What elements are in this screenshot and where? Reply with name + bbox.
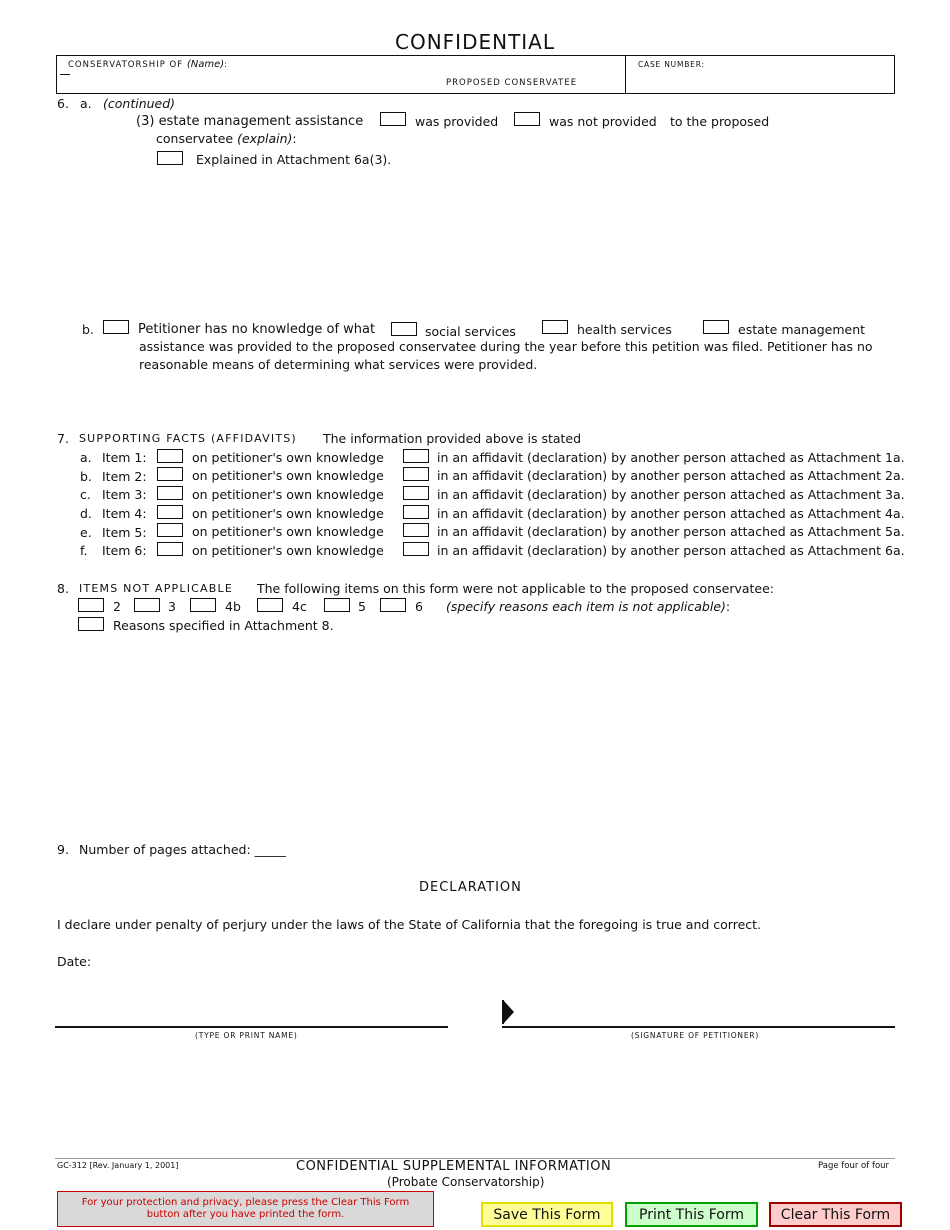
print-button[interactable]: Print This Form: [625, 1202, 758, 1227]
not-applicable-4b-checkbox[interactable]: [190, 598, 216, 612]
signature-line: [502, 1026, 895, 1028]
not-applicable-6-label: 6: [415, 599, 423, 614]
not-applicable-5-checkbox[interactable]: [324, 598, 350, 612]
privacy-line1: For your protection and privacy, please press the Clear This Form: [81, 1197, 410, 1208]
save-button[interactable]: Save This Form: [481, 1202, 613, 1227]
pages-attached-input[interactable]: [250, 840, 290, 856]
item7-row: [0, 486, 950, 504]
item6b-line2: assistance was provided to the proposed conservatee during the year before this petition was filed. Petitioner has no: [139, 339, 873, 354]
row-item: Item 5:: [102, 525, 147, 540]
signature-input[interactable]: [520, 1000, 892, 1026]
item7-heading: SUPPORTING FACTS (AFFIDAVITS): [79, 432, 297, 445]
row-item: Item 3:: [102, 487, 147, 502]
privacy-notice: [57, 1191, 434, 1227]
clear-button[interactable]: Clear This Form: [769, 1202, 902, 1227]
affidavit-checkbox[interactable]: [403, 542, 429, 556]
signature-caption: (SIGNATURE OF PETITIONER): [631, 1031, 760, 1040]
declaration-text: I declare under penalty of perjury under the laws of the State of California that the foregoing is true and correct.: [57, 917, 762, 932]
item7-row: [0, 523, 950, 541]
form-id: GC-312 [Rev. January 1, 2001]: [57, 1161, 179, 1170]
affidavit-label: in an affidavit (declaration) by another person attached as Attachment 6a.: [437, 543, 905, 558]
name-field-mark: [60, 74, 70, 75]
footer-title: CONFIDENTIAL SUPPLEMENTAL INFORMATION: [296, 1159, 612, 1174]
date-input[interactable]: [95, 952, 295, 968]
own-knowledge-label: on petitioner's own knowledge: [192, 524, 384, 539]
row-letter: f.: [80, 543, 88, 558]
item7-row: [0, 449, 950, 467]
not-applicable-4c-label: 4c: [292, 599, 307, 614]
own-knowledge-checkbox[interactable]: [157, 523, 183, 537]
item7-row: [0, 505, 950, 523]
own-knowledge-label: on petitioner's own knowledge: [192, 450, 384, 465]
affidavit-label: in an affidavit (declaration) by another person attached as Attachment 1a.: [437, 450, 905, 465]
own-knowledge-label: on petitioner's own knowledge: [192, 506, 384, 521]
item6a3-label: (3) estate management assistance: [136, 114, 364, 129]
not-applicable-6-checkbox[interactable]: [380, 598, 406, 612]
conservatee-explain-label: conservatee (explain):: [156, 131, 297, 146]
not-applicable-5-label: 5: [358, 599, 366, 614]
attachment-6a3-checkbox[interactable]: [157, 151, 183, 165]
not-applicable-3-label: 3: [168, 599, 176, 614]
own-knowledge-checkbox[interactable]: [157, 486, 183, 500]
signature-arrow-icon: [504, 1001, 514, 1023]
social-services-checkbox[interactable]: [391, 322, 417, 336]
social-services-label: social services: [425, 324, 516, 339]
attachment-8-label: Reasons specified in Attachment 8.: [113, 618, 334, 633]
own-knowledge-checkbox[interactable]: [157, 467, 183, 481]
conservatorship-label: CONSERVATORSHIP OF (Name):: [68, 59, 228, 70]
confidential-heading: CONFIDENTIAL: [395, 30, 556, 54]
affidavit-checkbox[interactable]: [403, 523, 429, 537]
item8-intro: The following items on this form were not applicable to the proposed conservatee:: [257, 581, 775, 596]
page-number: Page four of four: [818, 1161, 890, 1171]
not-applicable-4c-checkbox[interactable]: [257, 598, 283, 612]
to-proposed-label: to the proposed: [670, 114, 770, 129]
item7-row: [0, 542, 950, 560]
item7-intro: The information provided above is stated: [323, 431, 582, 446]
reasons-textarea[interactable]: [78, 638, 888, 828]
specify-reasons-label: (specify reasons each item is not applicable):: [446, 599, 731, 614]
item6a-label: a.: [80, 96, 92, 111]
explain-6a3-textarea[interactable]: [136, 172, 886, 312]
item7-row: [0, 467, 950, 485]
own-knowledge-checkbox[interactable]: [157, 542, 183, 556]
proposed-conservatee-label: PROPOSED CONSERVATEE: [446, 78, 578, 88]
affidavit-checkbox[interactable]: [403, 449, 429, 463]
item9-number: 9.: [57, 842, 69, 857]
affidavit-checkbox[interactable]: [403, 505, 429, 519]
caption-divider: [625, 55, 626, 94]
row-item: Item 6:: [102, 543, 147, 558]
case-number-label: CASE NUMBER:: [638, 60, 705, 69]
pages-attached-label: Number of pages attached: _____: [79, 842, 286, 857]
own-knowledge-label: on petitioner's own knowledge: [192, 487, 384, 502]
row-letter: c.: [80, 487, 91, 502]
not-applicable-3-checkbox[interactable]: [134, 598, 160, 612]
footer-subtitle: (Probate Conservatorship): [387, 1175, 545, 1189]
was-not-provided-label: was not provided: [549, 114, 657, 129]
declaration-title: DECLARATION: [419, 880, 522, 895]
attachment-8-checkbox[interactable]: [78, 617, 104, 631]
no-knowledge-label: Petitioner has no knowledge of what: [138, 322, 376, 337]
health-services-checkbox[interactable]: [542, 320, 568, 334]
no-knowledge-checkbox[interactable]: [103, 320, 129, 334]
row-item: Item 4:: [102, 506, 147, 521]
row-letter: d.: [80, 506, 92, 521]
affidavit-label: in an affidavit (declaration) by another person attached as Attachment 4a.: [437, 506, 905, 521]
conservatee-name-input[interactable]: [70, 70, 440, 84]
own-knowledge-label: on petitioner's own knowledge: [192, 468, 384, 483]
date-label: Date:: [57, 954, 92, 969]
not-applicable-2-label: 2: [113, 599, 121, 614]
item6-number: 6.: [57, 96, 69, 111]
row-item: Item 2:: [102, 469, 147, 484]
item8-heading: ITEMS NOT APPLICABLE: [79, 582, 233, 595]
own-knowledge-checkbox[interactable]: [157, 449, 183, 463]
own-knowledge-checkbox[interactable]: [157, 505, 183, 519]
not-applicable-4b-label: 4b: [225, 599, 241, 614]
row-item: Item 1:: [102, 450, 147, 465]
signature-arrow-stem: [502, 1000, 504, 1024]
attachment-6a3-label: Explained in Attachment 6a(3).: [196, 152, 392, 167]
print-name-input[interactable]: [56, 1000, 447, 1026]
name-line: [55, 1026, 448, 1028]
item7-number: 7.: [57, 431, 69, 446]
row-letter: a.: [80, 450, 92, 465]
privacy-line2: button after you have printed the form.: [146, 1209, 345, 1220]
affidavit-label: in an affidavit (declaration) by another person attached as Attachment 2a.: [437, 468, 905, 483]
row-letter: e.: [80, 525, 92, 540]
affidavit-label: in an affidavit (declaration) by another person attached as Attachment 5a.: [437, 524, 905, 539]
name-caption: (TYPE OR PRINT NAME): [195, 1031, 298, 1040]
affidavit-checkbox[interactable]: [403, 486, 429, 500]
was-not-provided-checkbox[interactable]: [514, 112, 540, 126]
row-letter: b.: [80, 469, 92, 484]
item6b-line3: reasonable means of determining what services were provided.: [139, 357, 538, 372]
own-knowledge-label: on petitioner's own knowledge: [192, 543, 384, 558]
item6b-label: b.: [82, 322, 94, 337]
health-services-label: health services: [577, 322, 672, 337]
was-provided-label: was provided: [415, 114, 499, 129]
affidavit-label: in an affidavit (declaration) by another person attached as Attachment 3a.: [437, 487, 905, 502]
item6a-continued: (continued): [103, 96, 176, 111]
not-applicable-2-checkbox[interactable]: [78, 598, 104, 612]
affidavit-checkbox[interactable]: [403, 467, 429, 481]
estate-management-label: estate management: [738, 322, 866, 337]
case-number-input[interactable]: [632, 70, 890, 90]
estate-management-checkbox[interactable]: [703, 320, 729, 334]
item8-number: 8.: [57, 581, 69, 596]
was-provided-checkbox[interactable]: [380, 112, 406, 126]
